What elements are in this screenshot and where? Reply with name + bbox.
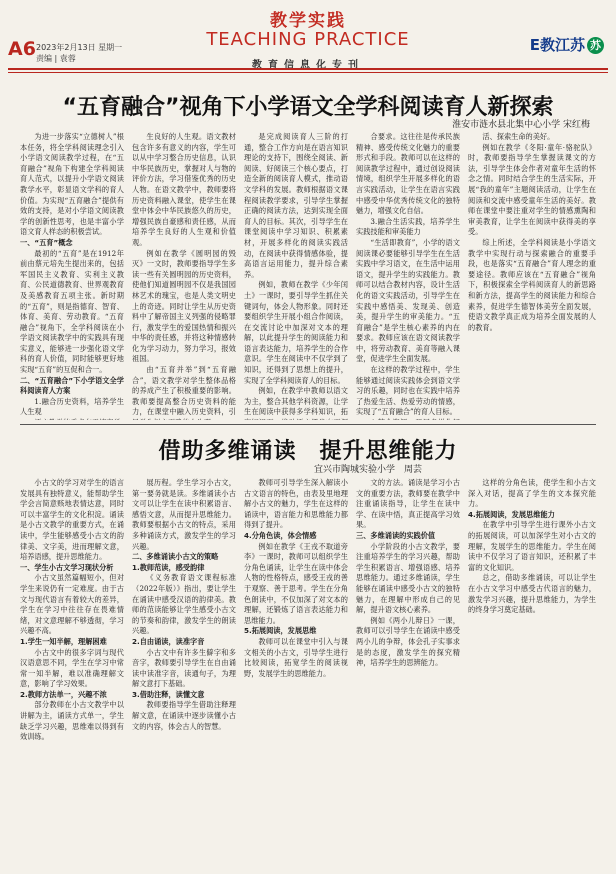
paragraph: 生良好的人生观。语文教材包含许多有意义的内容，学生可以从中学习整合历史信息，认识中华民族历史，掌握对人与物的评价方法，学习借鉴优秀的历史人物。在语文教学中，教师要将历史资料融入课堂，使学生在课堂中体会中华民族悠久的历史，增强民族自豪感和责任感，从而培养学生良好的人生观和价值观。 (132, 132, 236, 247)
subheading: 二、“五育融合”下小学语文全学科阅读育人方案 (20, 375, 124, 396)
article2-title: 借助多维诵读 提升思维能力 (158, 439, 458, 464)
article1-column-3 (244, 132, 348, 420)
subheading: 1.教师范读，感受韵律 (132, 562, 205, 572)
paragraph: 部分教师在小古文教学中以讲解为主，诵读方式单一，学生缺乏学习兴趣，思维难以得到有效训练。 (20, 700, 124, 742)
paragraph: 例如在教学《王戎不取道旁李》一课时，教师可以组织学生分角色诵读，让学生在读中体会人物的性格特点，感受王戎的善于观察、善于思考。学生在分角色朗读中，不仅加深了对文本的理解，还锻炼了语言表达能力和思维能力。 (244, 541, 348, 625)
paragraph: 教师可引导学生深入解读小古文语言的特色，由表及里地理解小古文的魅力，学生在这样的诵读中，语言能力和思维能力都得到了提升。 (244, 478, 348, 530)
article1-title: “五育融合”视角下小学语文全学科阅读育人新探索 (62, 95, 554, 120)
subheading: 1.学生一知半解，理解困难 (20, 636, 107, 646)
logo (530, 34, 604, 55)
paragraph: 在这样的教学过程中，学生能够通过阅读实践体会到语文学习的乐趣，同时也在实践中培养了热爱生活、热爱劳动的情感，实现了“五育融合”的育人目标。 (356, 365, 460, 417)
paragraph: 小古文中有许多生僻字和多音字，教师要引导学生在自由诵读中读准字音，读通句子，为理解文意打下基础。 (132, 647, 236, 689)
paragraph: 展历程。学生学习小古文，第一要务就是读。多维诵读小古文可以让学生在读中积累语言、感悟文意，从而提升思维能力。教师要根据小古文的特点，采用多种诵读方式，激发学生的学习兴趣。 (132, 478, 236, 551)
paragraph: 活、探索生命的美好。 (482, 132, 555, 141)
paragraph: 是完成阅读育人三阶的打通，整合工作方向是在语言知识理论的支持下，围绕全阅读、新阅读、好阅读三个核心要点，打造全新的阅读育人模式，推动语文学科的发展。教师根据语文课程阅读教学要求，引导学生掌握正确的阅读方法，达到实现全面育人的目标。其次，引导学生在课堂阅读中学习知识、积累素材，开展多样化的阅读实践活动，在阅读中获得情感体验，提高语言运用能力，提升综合素养。 (244, 132, 348, 279)
article1-column-2 (132, 132, 236, 420)
article2-column-4 (356, 478, 460, 868)
paragraph: 教师可以在课堂中引入与课文相关的小古文，引导学生进行比较阅读，拓宽学生的阅读视野，发展学生的思维能力。 (244, 636, 348, 678)
subheading: 5.拓展阅读，发展思维 (244, 626, 317, 636)
subheading: 一、“五育”概念 (20, 237, 73, 247)
paragraph: 由“五育并举”到“五育融合”，语文教学对学生整体品格的养成产生了积极重要的影响。教师要提高整合历史资料的能力，在课堂中融入历史资料，引 (132, 365, 236, 417)
article2-column-3 (244, 478, 348, 868)
logo-text: E教江苏 (529, 36, 585, 54)
paragraph: 综上所述，全学科阅读是小学语文教学中实现行动与探索融合的重要手段，也是落实“五育融合”育人理念的重要途径。教师应该在“五育融合”视角下，积极探索全学科阅读育人的新思路和新方法，提高学生的阅读能力和综合素养，促进学生德智体美劳全面发展，使语文教学真正成为培养全面发展的人的教育。 (468, 237, 596, 332)
article2-column-5 (468, 478, 596, 868)
header-rule-thin (8, 72, 608, 73)
editor-credit: 责编 | 袁蓉 (36, 54, 76, 63)
paragraph: 文的方法。诵读是学习小古文的重要方法，教师要在教学中注重诵读指导，让学生在读中学、在读中悟，真正提高学习效果。 (356, 478, 460, 530)
paragraph: 例如在教学《圆明园的毁灭》一文时，教师要指导学生多读一些有关圆明园的历史资料，使他们知道圆明园不仅是我国园林艺术的瑰宝，也是人类文明史上的奇迹。同时让学生从历史资料中了解帝国主义列强的侵略罪行，激发学生的爱国热情和振兴中华的责任感，并将这种情感转化为学习动力，努力学习，报效祖国。 (132, 248, 236, 364)
paragraph (20, 418, 124, 420)
article2-column-2 (132, 478, 236, 868)
subheading: 2.教师方法单一，兴趣不浓 (20, 689, 107, 699)
subheading: 3.借助注释，读懂文意 (132, 689, 205, 699)
paragraph: 1.融合历史资料，培养学生人生观 (20, 396, 124, 417)
paragraph: 3.融合生活实践，培养学生实践技能和审美能力 (356, 216, 460, 237)
subheading: 2.自由诵读，读准字音 (132, 636, 205, 646)
subheading: 三、多维诵读的实践价值 (356, 530, 436, 540)
subheading: 二、多维诵读小古文的策略 (132, 552, 219, 562)
subheading: 一、学生小古文学习现状分析 (20, 562, 114, 572)
article1-column-1 (20, 132, 124, 420)
paragraph: 小学阶段的小古文教学，要注重培养学生的学习兴趣，帮助学生积累语言、增强语感、培养思维能力。通过多维诵读，学生能够在诵读中感受小古文的独特魅力，在理解中形成自己的见解，提升语文核心素养。 (356, 541, 460, 615)
article-divider (20, 424, 596, 425)
paragraph: 小古文虽然篇幅短小，但对学生来说仍有一定难度。由于古文与现代语言有着较大的差异，学生在学习中往往存在畏难情绪，对文意理解不够透彻，学习兴趣不高。 (20, 573, 124, 636)
paragraph: 例如，教师在教学《少年闰土》一课时，要引导学生抓住关键词句，体会人物形象。同时还要组织学生开展小组合作阅读，在交流讨论中加深对文本的理解，以此提升学生的阅读能力和语言表达能力，培养学生的合作意识。学生在阅读中不仅学到了知识，还得到了思想上的提升，实现了全学科阅读育人的目标。 (244, 280, 348, 385)
article2-column-1 (20, 478, 124, 868)
paragraph: 最初的“五育”是在1912年前由蔡元培先生提出来的，包括军国民主义教育、实利主义教育、公民道德教育、世界观教育及美感教育五项主张。新时期的“五育”，则是指德育、智育、体育、美育、劳动教育。“五育融合”视角下，全学科阅读在小学语文阅读教学中的实践具有现实意义，能够进一步强化语文学科的育人价值，同时能够更好地实现“五育”的互促和合一。 (20, 248, 124, 375)
section-title-cn: 教学实践 (270, 11, 346, 31)
paragraph (356, 418, 460, 420)
header-rule (8, 68, 608, 70)
section-title-en: TEACHING PRACTICE (206, 29, 410, 50)
paragraph: “生活即教育”，小学的语文阅读课必要能够引导学生在生活实践中学习语文，在生活中运用语文，提升学生的实践能力。教师可以结合教材内容，设计生活化的语文实践活动，引导学生在实践中感悟美、发现美、创造美，提升学生的审美能力。“五育融合”是学生核心素养的内在要求。教师应该在语文阅读教学中，将劳动教育、美育等融入课堂，促进学生全面发展。 (356, 237, 460, 364)
paragraph: 这样的分角色读，使学生和小古文深入对话，提高了学生的文本探究能力。 (468, 478, 596, 509)
paragraph: 合要求。这往往是传承民族精神、感受传统文化魅力的重要形式和手段。教师可以在这样的阅读教学过程中，通过创设阅读情境，组织学生开展多样化的语言实践活动，让学生在语言实践中感受中华优秀传统文化的独特魅力，增强文化自信。 (356, 132, 460, 216)
paragraph: 为进一步落实“立德树人”根本任务，将全学科阅读理念引入小学语文阅读教学过程，在“五育融合”视角下构建全学科阅读育人范式，以提升小学语文阅读教学水平，彰显语文学科的育人价值。为实现“五育融合”提供有效的支持，是对小学语文阅读教学的创新性思考，也是丰富小学语文育人样态的积极尝试。 (20, 132, 124, 237)
paragraph: 总之，借助多维诵读，可以让学生在小古文学习中感受古代语言的魅力，激发学习兴趣，提升思维能力，为学生的终身学习奠定基础。 (468, 573, 596, 615)
article1-author: 淮安市涟水县北集中心小学 宋红梅 (452, 120, 590, 130)
paragraph: 《义务教育语文课程标准（2022年版）》指出，要让学生在诵读中感受汉语的韵律美。教师的范读能够让学生感受小古文的节奏和韵律，激发学生的朗读兴趣。 (132, 573, 236, 636)
paragraph: 例如在教学《冬阳·童年·骆驼队》时，教师要指导学生掌握读课文的方法，引导学生体会作者对童年生活的怀念之情。同时结合学生的生活实际，开展“我的童年”主题阅读活动，让学生在阅读和交流中感受童年生活的美好。教师在课堂中要注重对学生的情感熏陶和审美教育，让学生在阅读中获得美的享受。 (468, 142, 596, 237)
paragraph: 教师要指导学生借助注释理解文意，在诵读中逐步读懂小古文的内容，体会古人的智慧。 (132, 700, 236, 731)
issue-date: 2023年2月13日 星期一 (36, 43, 123, 52)
section-subtitle: 教育信息化专刊 (252, 60, 364, 71)
paragraph: 例如《两小儿辩日》一课，教师可以引导学生在诵读中感受两小儿的争辩，体会孔子实事求是的态度，激发学生的探究精神，培养学生的思辨能力。 (356, 615, 460, 668)
logo-mark-icon: 苏 (587, 37, 604, 54)
subheading: 4.拓展阅读，发展思维能力 (468, 509, 555, 519)
page-number: A6 (8, 38, 36, 60)
article2-author: 宜兴市陶城实验小学 周芸 (313, 465, 422, 475)
paragraph: 在教学中引导学生进行课外小古文的拓展阅读，可以加深学生对小古文的理解，发展学生的思维能力。学生在阅读中不仅学习了语言知识，还积累了丰富的文化知识。 (468, 520, 596, 572)
article1-column-4 (356, 132, 460, 420)
paragraph: 小古文的学习对学生的语言发展具有独特意义，能帮助学生学会言简意赅地表情达意，同时可以丰富学生的文化积淀。诵读是小古文教学的重要方式，在诵读中，学生能够感受小古文的韵律美、文字美，进而理解文意，培养语感，提升思维能力。 (20, 478, 124, 562)
article1-column-5 (468, 132, 596, 420)
subheading: 4.分角色读，体会情感 (244, 530, 317, 540)
paragraph: 例如，在教学中教师以语文为主，整合其他学科资源，让学生在阅读中获得多学科知识，拓 (244, 386, 348, 417)
page-header (0, 0, 616, 86)
paragraph: 小古文中的很多字词与现代汉语意思不同，学生在学习中常常一知半解，难以准确理解文意，影响了学习效果。 (20, 647, 124, 689)
